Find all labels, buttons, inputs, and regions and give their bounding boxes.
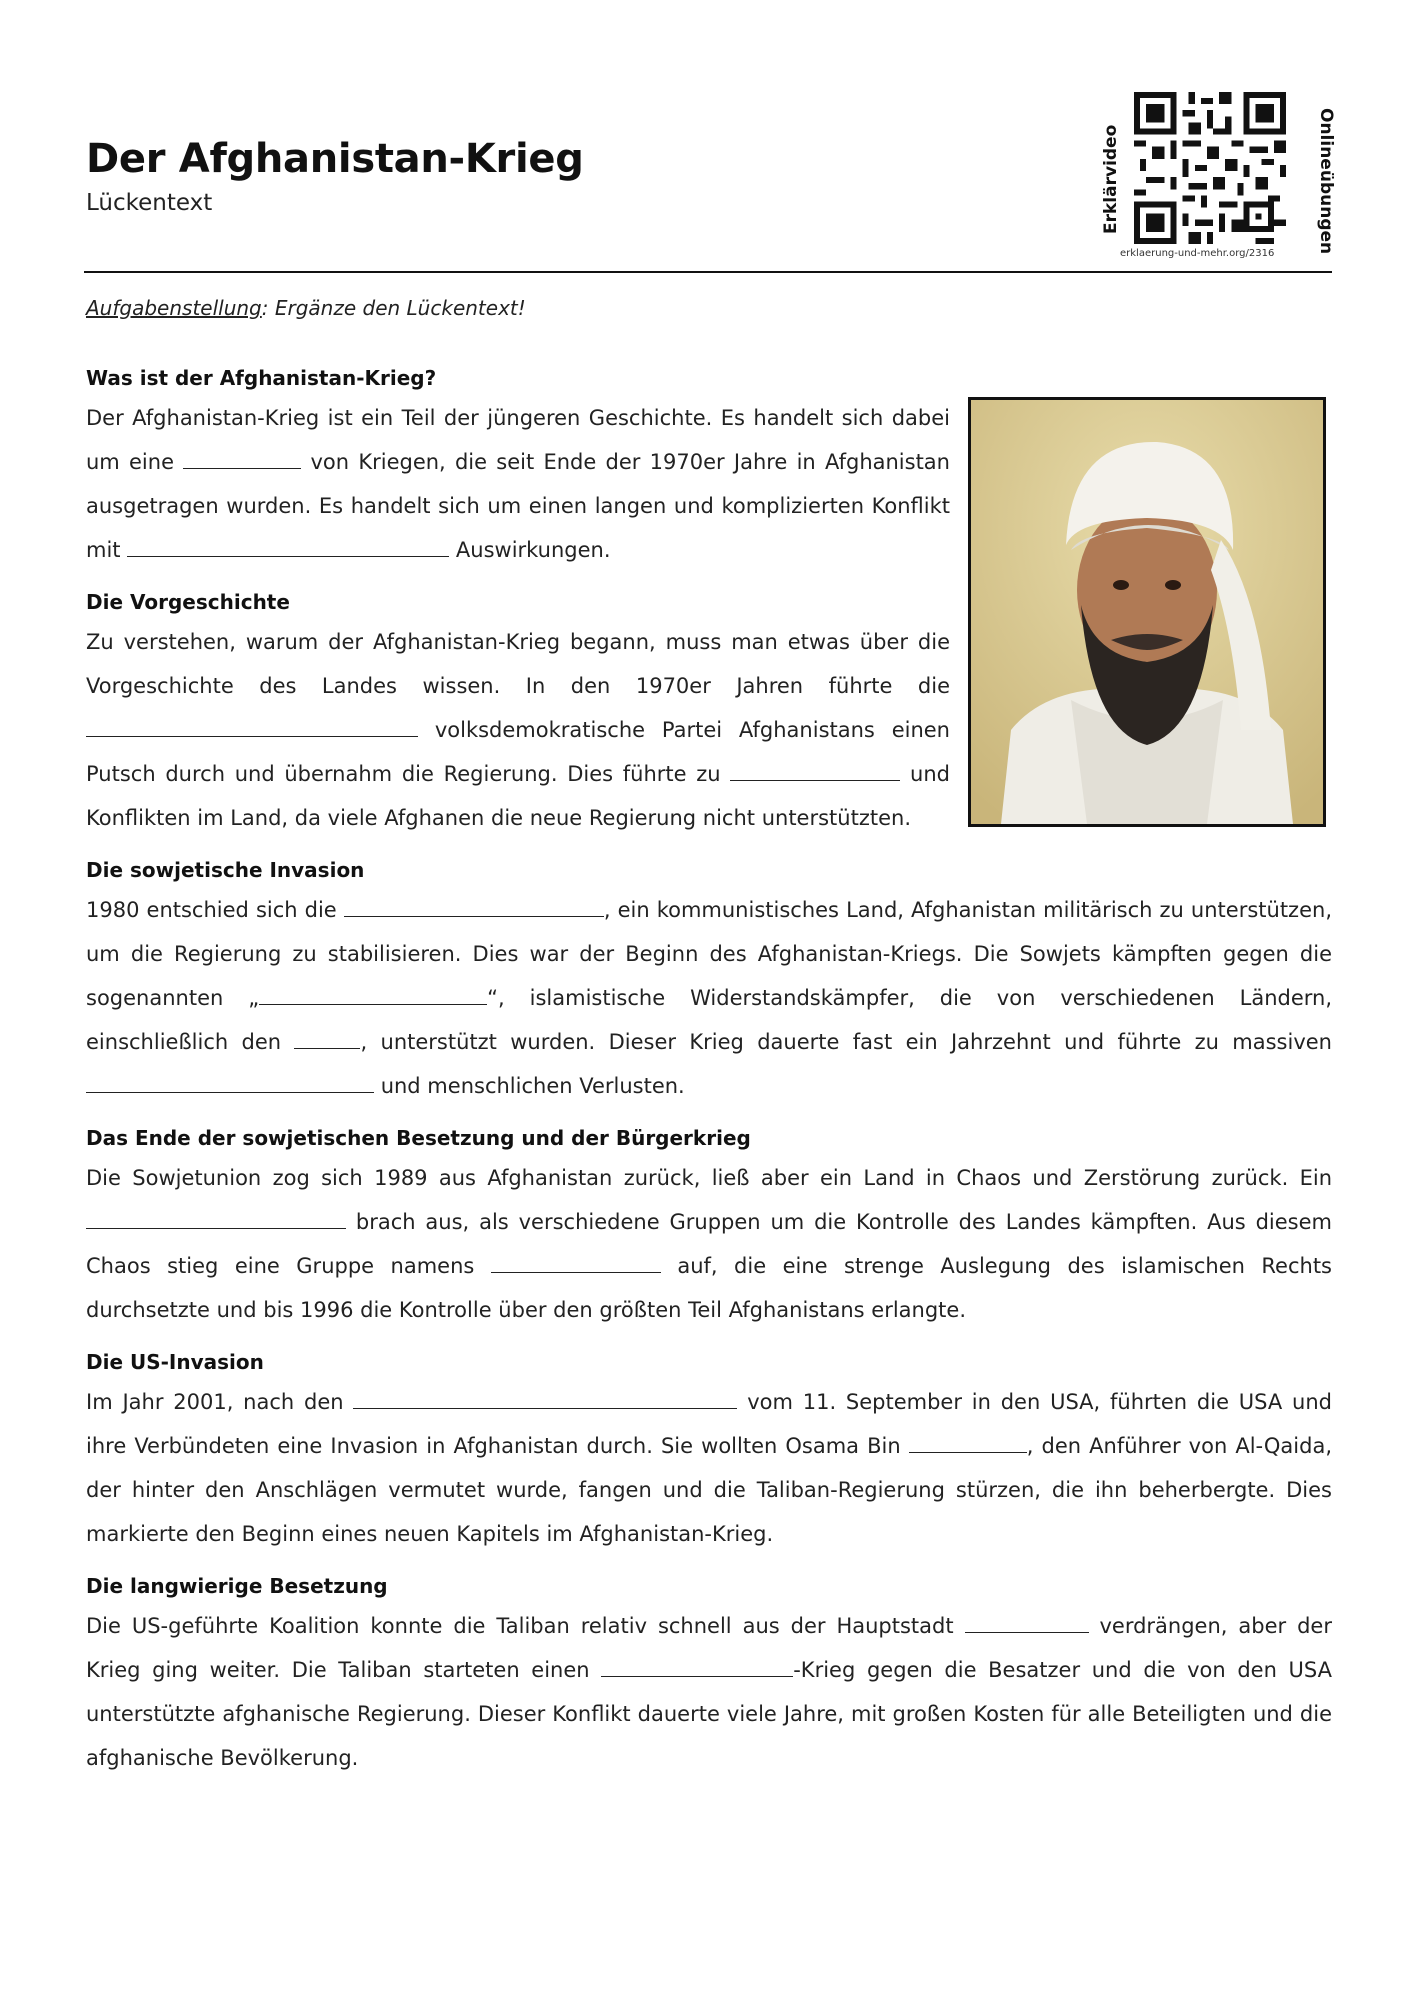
section-sowjetische-invasion — [86, 852, 1332, 1108]
blank-field[interactable] — [86, 1208, 346, 1229]
text-run: “, islamistische Widerstandskämpfer, die von verschiedenen Ländern, einschließlich den — [86, 986, 1332, 1054]
text-run: , unterstützt wurden. Dieser Krieg dauerte fast ein Jahrzehnt und führte zu massiven — [360, 1030, 1332, 1054]
blank-field[interactable] — [730, 760, 900, 781]
task-label: Aufgabenstellung — [86, 296, 262, 320]
text-run: auf, die eine strenge Auslegung des islamischen Rechts durchsetzte und bis 1996 die Kontrolle über den größten Teil Afghanistans erlangte. — [86, 1254, 1332, 1322]
text-run: , den Anführer von Al-Qaida, der hinter den Anschlägen vermutet wurde, fangen und die Taliban-Regierung stürzen, die ihn beherbergte. Dies markierte den Beginn eines neuen Kapitels im Afghanistan-Krieg. — [86, 1434, 1332, 1546]
section-text — [86, 396, 950, 572]
section-langwierige-besetzung — [86, 1568, 1332, 1780]
text-run: , ein kommunistisches Land, Afghanistan militärisch zu unterstützen, um die Regierung zu stabilisieren. Dies war der Beginn des Afghanistan-Kriegs. Die Sowjets kämpften gegen die sogenannten „ — [86, 898, 1332, 1010]
blank-field[interactable] — [601, 1656, 793, 1677]
text-run: volksdemokratische Partei Afghanistans einen Putsch durch und übernahm die Regierung. Dies führte zu — [86, 718, 950, 786]
text-run: verdrängen, aber der Krieg ging weiter. Die Taliban starteten einen — [86, 1614, 1332, 1682]
header-divider — [84, 271, 1332, 273]
qr-label-video: Erklärvideo — [1101, 124, 1121, 234]
blank-field[interactable] — [127, 536, 449, 557]
text-run: Der Afghanistan-Krieg ist ein Teil der jüngeren Geschichte. Es handelt sich dabei um eine — [86, 406, 950, 474]
section-text — [86, 1604, 1332, 1780]
blank-field[interactable] — [909, 1432, 1027, 1453]
blank-field[interactable] — [86, 1072, 374, 1093]
section-text — [86, 1380, 1332, 1556]
section-text — [86, 888, 1332, 1108]
section-was-ist — [86, 360, 1332, 572]
page-title: Der Afghanistan-Krieg — [86, 136, 584, 182]
section-vorgeschichte — [86, 584, 1332, 840]
section-heading: Das Ende der sowjetischen Besetzung und der Bürgerkrieg — [86, 1126, 751, 1150]
section-heading: Die Vorgeschichte — [86, 590, 290, 614]
section-heading: Was ist der Afghanistan-Krieg? — [86, 366, 437, 390]
text-run: Die Sowjetunion zog sich 1989 aus Afghanistan zurück, ließ aber ein Land in Chaos und Zerstörung zurück. Ein — [86, 1166, 1332, 1190]
blank-field[interactable] — [491, 1252, 661, 1273]
text-run: -Krieg gegen die Besatzer und die von den USA unterstützte afghanische Regierung. Dieser Konflikt dauerte viele Jahre, mit großen Kosten für alle Beteiligten und die afghanische Bevölkerung. — [86, 1658, 1332, 1770]
page-subtitle: Lückentext — [86, 190, 213, 216]
section-heading: Die sowjetische Invasion — [86, 858, 365, 882]
section-text — [86, 620, 950, 840]
text-run: Zu verstehen, warum der Afghanistan-Krieg begann, muss man etwas über die Vorgeschichte des Landes wissen. In den 1970er Jahren führte die — [86, 630, 950, 698]
text-run: vom 11. September in den USA, führten die USA und ihre Verbündeten eine Invasion in Afghanistan durch. Sie wollten Osama Bin — [86, 1390, 1332, 1458]
blank-field[interactable] — [183, 448, 301, 469]
text-run: Auswirkungen. — [455, 538, 611, 562]
text-run: brach aus, als verschiedene Gruppen um die Kontrolle des Landes kämpften. Aus diesem Chaos stieg eine Gruppe namens — [86, 1210, 1332, 1278]
worksheet-content — [86, 360, 1332, 1792]
text-run: und menschlichen Verlusten. — [380, 1074, 685, 1098]
text-run: und Konflikten im Land, da viele Afghanen die neue Regierung nicht unterstützten. — [86, 762, 950, 830]
task-instruction — [86, 296, 526, 320]
text-run: von Kriegen, die seit Ende der 1970er Jahre in Afghanistan ausgetragen wurden. Es handelt sich um einen langen und komplizierten Konflikt mit — [86, 450, 950, 562]
blank-field[interactable] — [965, 1612, 1089, 1633]
blank-field[interactable] — [259, 984, 487, 1005]
blank-field[interactable] — [294, 1028, 360, 1049]
qr-label-exercises: Onlineübungen — [1316, 108, 1336, 255]
task-text: : Ergänze den Lückentext! — [261, 296, 526, 320]
blank-field[interactable] — [86, 716, 418, 737]
text-run: 1980 entschied sich die — [86, 898, 337, 922]
section-heading: Die US-Invasion — [86, 1350, 264, 1374]
text-run: Die US-geführte Koalition konnte die Taliban relativ schnell aus der Hauptstadt — [86, 1614, 954, 1638]
section-ende-besetzung — [86, 1120, 1332, 1332]
text-run: Im Jahr 2001, nach den — [86, 1390, 344, 1414]
section-text — [86, 1156, 1332, 1332]
qr-code[interactable] — [1134, 92, 1286, 244]
blank-field[interactable] — [344, 896, 604, 917]
qr-url: erklaerung-und-mehr.org/2316 — [1120, 248, 1275, 259]
section-heading: Die langwierige Besetzung — [86, 1574, 388, 1598]
section-us-invasion — [86, 1344, 1332, 1556]
blank-field[interactable] — [353, 1388, 737, 1409]
